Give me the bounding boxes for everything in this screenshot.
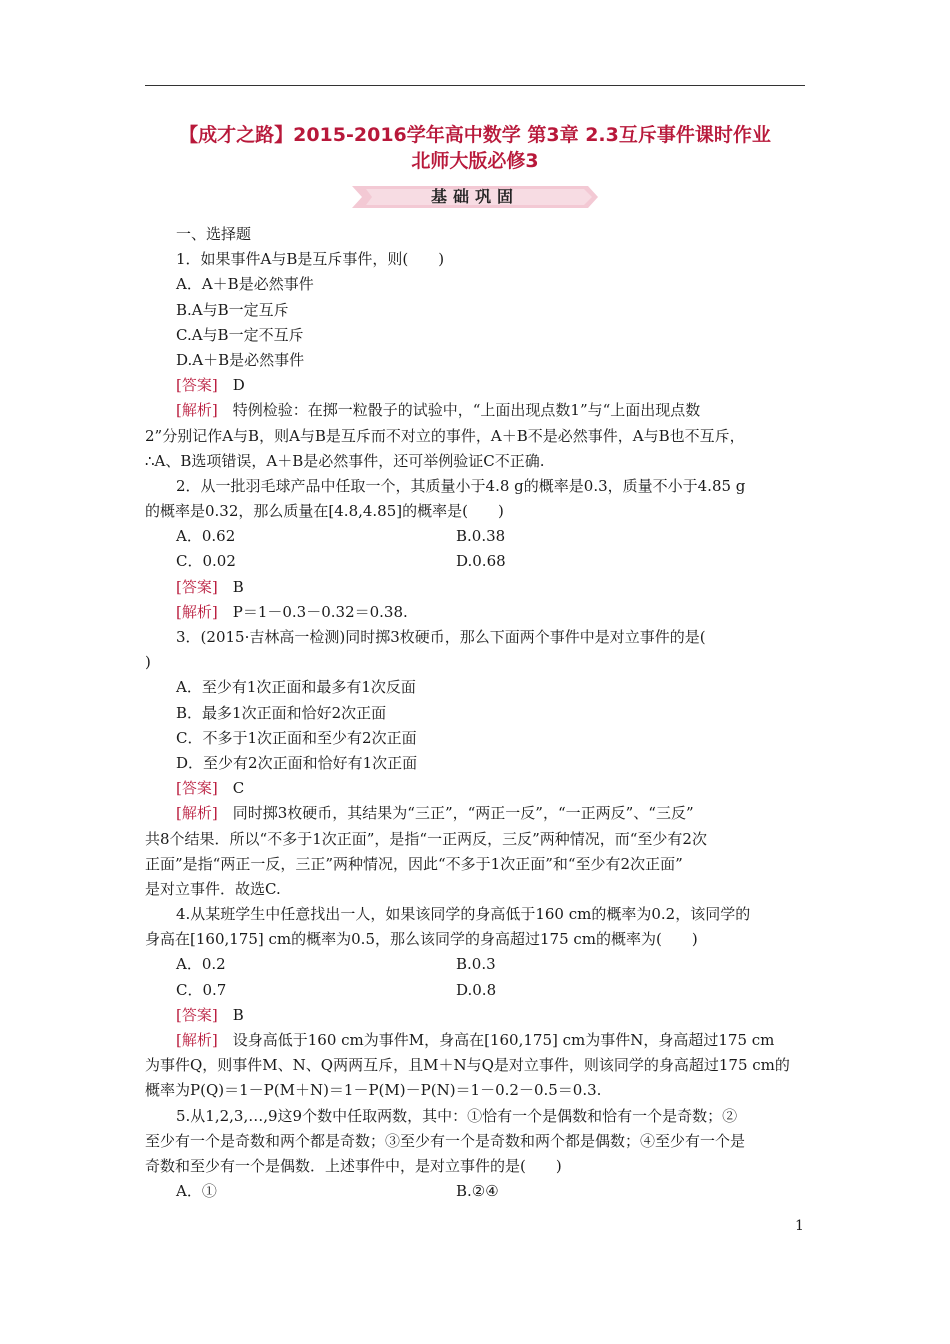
option-5b: B.②④ bbox=[456, 1182, 499, 1201]
option-3d: D．至少有2次正面和恰好有1次正面 bbox=[176, 753, 418, 772]
explanation-3-line-4: 是对立事件．故选C. bbox=[145, 879, 281, 898]
question-2-line-2: 的概率是0.32，那么质量在[4.8,4.85]的概率是( ) bbox=[145, 502, 504, 521]
explanation-text: 特例检验：在掷一粒骰子的试验中，“上面出现点数1”与“上面出现点数 bbox=[232, 401, 701, 420]
question-3-line-1: 3．(2015·吉林高一检测)同时掷3枚硬币，那么下面两个事件中是对立事件的是( bbox=[176, 628, 706, 646]
question-5-line-1: 5.从1,2,3,…,9这9个数中任取两数，其中：①恰有一个是偶数和恰有一个是奇数；② bbox=[176, 1106, 738, 1125]
answer-tag: [答案] bbox=[176, 779, 218, 798]
options-2-row-1 bbox=[145, 524, 807, 549]
answer-tag: [答案] bbox=[176, 1005, 218, 1024]
options-4-row-1 bbox=[145, 952, 807, 977]
document-title bbox=[130, 122, 820, 174]
answer-value: B bbox=[232, 577, 244, 596]
title-line-1: 【成才之路】2015-2016学年高中数学 第3章 2.3互斥事件课时作业 bbox=[179, 124, 771, 146]
answer-value: C bbox=[232, 779, 245, 798]
option-1b: B.A与B一定互斥 bbox=[176, 300, 289, 319]
question-4-line-2: 身高在[160,175] cm的概率为0.5，那么该同学的身高超过175 cm的概率为( ) bbox=[145, 930, 698, 949]
explanation-4-line-1 bbox=[145, 1028, 807, 1053]
section-heading: 一、选择题 bbox=[176, 225, 252, 243]
option-1a: A．A＋B是必然事件 bbox=[176, 275, 314, 294]
question-content bbox=[145, 222, 807, 1204]
option-3c: C．不多于1次正面和至少有2次正面 bbox=[176, 728, 417, 747]
option-2a: A．0.62 bbox=[176, 527, 236, 546]
explanation-1-line-2: 2”分别记作A与B，则A与B是互斥而不对立的事件，A＋B不是必然事件，A与B也不互斥， bbox=[145, 426, 745, 445]
explanation-2 bbox=[145, 600, 807, 625]
question-1: 1．如果事件A与B是互斥事件，则( ) bbox=[176, 250, 445, 269]
explanation-tag: [解析] bbox=[176, 401, 218, 420]
question-4-line-1: 4.从某班学生中任意找出一人，如果该同学的身高低于160 cm的概率为0.2，该同学的 bbox=[176, 905, 751, 924]
answer-value: B bbox=[232, 1005, 244, 1024]
options-4-row-2 bbox=[145, 978, 807, 1003]
answer-tag: [答案] bbox=[176, 376, 218, 395]
banner-label: 基础巩固 bbox=[430, 187, 519, 206]
option-4c: C．0.7 bbox=[176, 980, 227, 999]
title-line-2: 北师大版必修3 bbox=[411, 150, 539, 172]
option-2b: B.0.38 bbox=[456, 527, 506, 546]
explanation-4-line-3: 概率为P(Q)＝1－P(M＋N)＝1－P(M)－P(N)＝1－0.2－0.5＝0.3. bbox=[145, 1081, 602, 1100]
answer-3 bbox=[145, 776, 807, 801]
explanation-3-line-1 bbox=[145, 801, 807, 826]
option-2c: C．0.02 bbox=[176, 552, 236, 571]
options-2-row-2 bbox=[145, 549, 807, 574]
explanation-tag: [解析] bbox=[176, 804, 218, 823]
answer-value: D bbox=[232, 376, 245, 395]
question-5-line-2: 至少有一个是奇数和两个都是奇数；③至少有一个是奇数和两个都是偶数；④至少有一个是 bbox=[145, 1131, 746, 1150]
answer-2 bbox=[145, 575, 807, 600]
option-2d: D.0.68 bbox=[456, 552, 506, 571]
option-1c: C.A与B一定不互斥 bbox=[176, 325, 304, 344]
answer-tag: [答案] bbox=[176, 577, 218, 596]
option-3b: B．最多1次正面和恰好2次正面 bbox=[176, 703, 387, 722]
option-5a: A．① bbox=[176, 1182, 217, 1201]
page-number: 1 bbox=[795, 1218, 804, 1234]
question-3-line-2: ) bbox=[145, 653, 151, 672]
option-1d: D.A＋B是必然事件 bbox=[176, 350, 305, 369]
explanation-text: 同时掷3枚硬币，其结果为“三正”，“两正一反”，“一正两反”、“三反” bbox=[232, 804, 694, 823]
question-5-line-3: 奇数和至少有一个是偶数．上述事件中，是对立事件的是( ) bbox=[145, 1156, 562, 1175]
header-rule bbox=[145, 85, 805, 86]
option-3a: A．至少有1次正面和最多有1次反面 bbox=[176, 678, 416, 697]
explanation-text: 设身高低于160 cm为事件M，身高在[160,175] cm为事件N，身高超过175 cm bbox=[232, 1031, 775, 1049]
explanation-1-line-1 bbox=[145, 398, 807, 423]
option-4d: D.0.8 bbox=[456, 980, 497, 999]
explanation-tag: [解析] bbox=[176, 1031, 218, 1049]
option-4b: B.0.3 bbox=[456, 955, 496, 974]
explanation-tag: [解析] bbox=[176, 602, 218, 621]
section-banner bbox=[352, 184, 598, 210]
explanation-1-line-3: ∴A、B选项错误，A＋B是必然事件，还可举例验证C不正确. bbox=[145, 451, 545, 470]
explanation-3-line-2: 共8个结果．所以“不多于1次正面”，是指“一正两反，三反”两种情况，而“至少有2次 bbox=[145, 829, 707, 848]
answer-1 bbox=[145, 373, 807, 398]
option-4a: A．0.2 bbox=[176, 955, 226, 974]
explanation-text: P＝1－0.3－0.32＝0.38. bbox=[232, 602, 408, 621]
explanation-4-line-2: 为事件Q，则事件M、N、Q两两互斥，且M＋N与Q是对立事件，则该同学的身高超过175 cm的 bbox=[145, 1056, 790, 1075]
explanation-3-line-3: 正面”是指“两正一反，三正”两种情况，因此“不多于1次正面”和“至少有2次正面” bbox=[145, 854, 683, 873]
options-5-row-1 bbox=[145, 1179, 807, 1204]
question-2-line-1: 2．从一批羽毛球产品中任取一个，其质量小于4.8 g的概率是0.3，质量不小于4.85 g bbox=[176, 476, 746, 495]
answer-4 bbox=[145, 1003, 807, 1028]
